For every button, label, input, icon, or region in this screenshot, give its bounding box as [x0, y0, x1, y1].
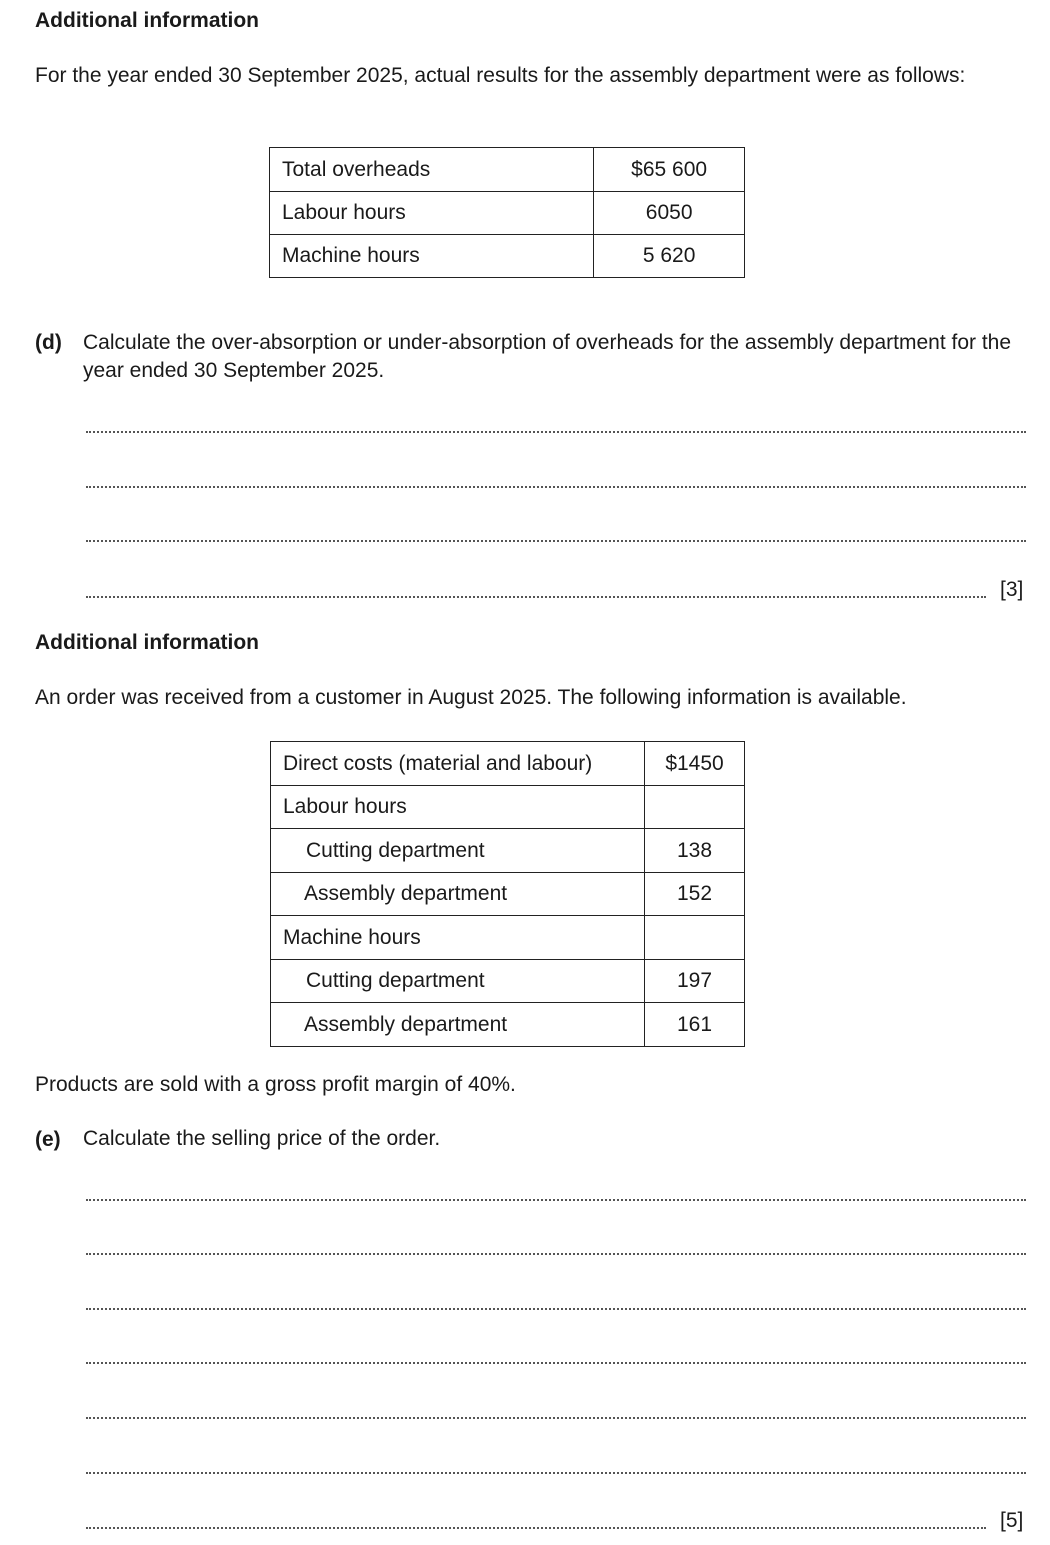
- row-value: [645, 786, 745, 829]
- table-row: [271, 916, 745, 960]
- section-heading: Additional information: [35, 9, 259, 32]
- table-row: [270, 235, 745, 278]
- row-value: [645, 916, 745, 960]
- order-info-table: [270, 741, 745, 1047]
- marks-e: [5]: [1000, 1509, 1024, 1532]
- intro-paragraph: For the year ended 30 September 2025, actual results for the assembly department were as follows:: [35, 64, 966, 87]
- row-label: Total overheads: [270, 148, 594, 192]
- table-row: [271, 786, 745, 829]
- section-heading: Additional information: [35, 631, 259, 654]
- question-e-text: Calculate the selling price of the order.: [83, 1127, 441, 1150]
- row-label: Cutting department: [271, 960, 645, 1003]
- question-e-label: (e): [35, 1128, 61, 1151]
- table-row: [271, 873, 745, 916]
- answer-line[interactable]: [86, 1253, 1026, 1255]
- row-label: Labour hours: [271, 786, 645, 829]
- row-value: $1450: [645, 742, 745, 786]
- answer-line[interactable]: [86, 1362, 1026, 1364]
- answer-line[interactable]: [86, 1472, 1026, 1474]
- answer-line[interactable]: [86, 1417, 1026, 1419]
- row-value: 152: [645, 873, 745, 916]
- row-label: Direct costs (material and labour): [271, 742, 645, 786]
- gross-margin-text: Products are sold with a gross profit margin of 40%.: [35, 1073, 516, 1096]
- row-label: Assembly department: [271, 1003, 645, 1047]
- row-value: 5 620: [594, 235, 745, 278]
- row-value: 6050: [594, 192, 745, 235]
- row-value: $65 600: [594, 148, 745, 192]
- answer-line[interactable]: [86, 1199, 1026, 1201]
- row-label: Machine hours: [271, 916, 645, 960]
- row-value: 197: [645, 960, 745, 1003]
- intro-paragraph: An order was received from a customer in August 2025. The following information is available.: [35, 686, 907, 709]
- answer-line[interactable]: [86, 1308, 1026, 1310]
- actual-results-table: [269, 147, 745, 278]
- table-row: [270, 148, 745, 192]
- question-d-label: (d): [35, 331, 62, 354]
- table-row: [270, 192, 745, 235]
- answer-line[interactable]: [86, 431, 1026, 433]
- table-row: [271, 829, 745, 873]
- row-value: 138: [645, 829, 745, 873]
- row-label: Assembly department: [271, 873, 645, 916]
- answer-line[interactable]: [86, 1527, 986, 1529]
- row-value: 161: [645, 1003, 745, 1047]
- question-d-text: Calculate the over-absorption or under-absorption of overheads for the assembly department for the year ended 30 September 2025.: [83, 331, 1012, 382]
- answer-line[interactable]: [86, 596, 986, 598]
- answer-line[interactable]: [86, 540, 1026, 542]
- row-label: Machine hours: [270, 235, 594, 278]
- row-label: Cutting department: [271, 829, 645, 873]
- marks-d: [3]: [1000, 578, 1024, 601]
- table-row: [271, 1003, 745, 1047]
- table-row: [271, 960, 745, 1003]
- row-label: Labour hours: [270, 192, 594, 235]
- answer-line[interactable]: [86, 486, 1026, 488]
- table-row: [271, 742, 745, 786]
